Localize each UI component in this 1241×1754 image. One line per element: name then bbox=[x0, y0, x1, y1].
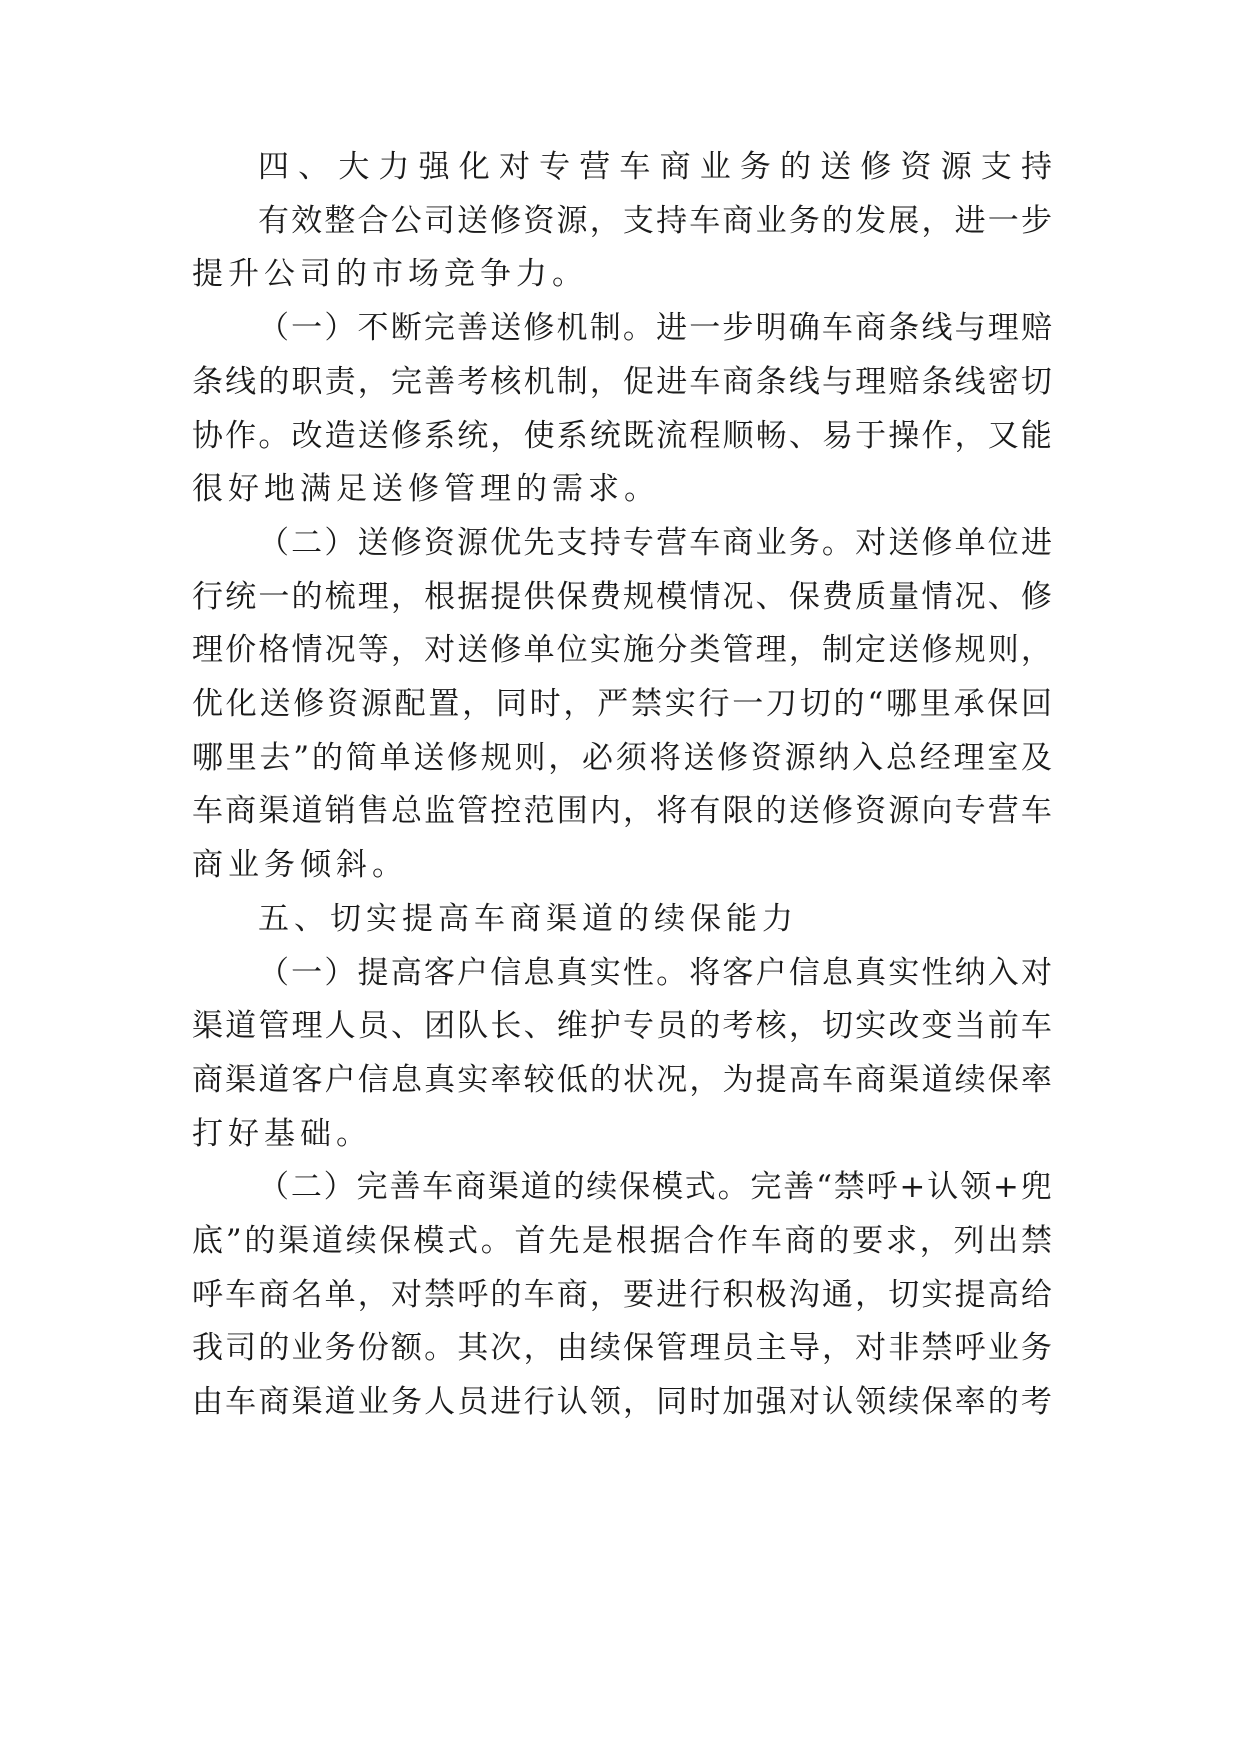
text-line: （ 一 ） 提 高 客 户 信 息 真 实 性 。 将 客 户 信 息 真 实 性 纳 入 对 bbox=[258, 954, 1052, 991]
text-line: 由 车 商 渠 道 业 务 人 员 进 行 认 领 ， 同 时 加 强 对 认 领 续 保 率 的 考 bbox=[192, 1384, 1052, 1421]
text-line: 很 好 地 满 足 送 修 管 理 的 需 求 。 bbox=[192, 471, 660, 508]
text-line: 商 业 务 倾 斜 。 bbox=[192, 847, 408, 884]
text-line: （ 二 ） 送 修 资 源 优 先 支 持 专 营 车 商 业 务 。 对 送 修 单 位 进 bbox=[258, 524, 1052, 561]
text-line: （ 一 ） 不 断 完 善 送 修 机 制 。 进 一 步 明 确 车 商 条 线 与 理 赔 bbox=[258, 310, 1052, 347]
text-line: 渠 道 管 理 人 员 、 团 队 长 、 维 护 专 员 的 考 核 ， 切 实 改 变 当 前 车 bbox=[192, 1008, 1052, 1045]
text-line: 打 好 基 础 。 bbox=[192, 1115, 372, 1152]
text-line: 行 统 一 的 梳 理 ， 根 据 提 供 保 费 规 模 情 况 、 保 费 质 量 情 况 、 修 bbox=[192, 578, 1052, 615]
text-line: 哪 里 去 ” 的 简 单 送 修 规 则 ， 必 须 将 送 修 资 源 纳 入 总 经 理 室 及 bbox=[192, 739, 1052, 776]
text-line: （ 二 ） 完 善 车 商 渠 道 的 续 保 模 式 。 完 善 “ 禁 呼 + 认 领 + 兜 bbox=[258, 1169, 1052, 1206]
text-line: 优 化 送 修 资 源 配 置 ， 同 时 ， 严 禁 实 行 一 刀 切 的 “ 哪 里 承 保 回 bbox=[192, 686, 1052, 722]
text-line: 五 、 切 实 提 高 车 商 渠 道 的 续 保 能 力 bbox=[258, 900, 798, 937]
text-line: 呼 车 商 名 单 ， 对 禁 呼 的 车 商 ， 要 进 行 积 极 沟 通 ， 切 实 提 高 给 bbox=[192, 1276, 1052, 1313]
text-line: 提 升 公 司 的 市 场 竞 争 力 。 bbox=[192, 256, 588, 293]
text-line: 底 ” 的 渠 道 续 保 模 式 。 首 先 是 根 据 合 作 车 商 的 要 求 ， 列 出 禁 bbox=[192, 1223, 1052, 1259]
text-line: 理 价 格 情 况 等 ， 对 送 修 单 位 实 施 分 类 管 理 ， 制 定 送 修 规 则 ， bbox=[192, 632, 1052, 669]
text-line: 协 作 。 改 造 送 修 系 统 ， 使 系 统 既 流 程 顺 畅 、 易 于 操 作 ， 又 能 bbox=[192, 417, 1052, 454]
text-line: 有 效 整 合 公 司 送 修 资 源 ， 支 持 车 商 业 务 的 发 展 ， 进 一 步 bbox=[258, 202, 1052, 239]
text-line: 四 、 大 力 强 化 对 专 营 车 商 业 务 的 送 修 资 源 支 持 bbox=[258, 149, 1052, 185]
text-line: 商 渠 道 客 户 信 息 真 实 率 较 低 的 状 况 ， 为 提 高 车 商 渠 道 续 保 率 bbox=[192, 1061, 1052, 1098]
text-line: 条 线 的 职 责 ， 完 善 考 核 机 制 ， 促 进 车 商 条 线 与 理 赔 条 线 密 切 bbox=[192, 363, 1052, 400]
text-line: 车 商 渠 道 销 售 总 监 管 控 范 围 内 ， 将 有 限 的 送 修 资 源 向 专 营 车 bbox=[192, 793, 1052, 830]
text-line: 我 司 的 业 务 份 额 。 其 次 ， 由 续 保 管 理 员 主 导 ， 对 非 禁 呼 业 务 bbox=[192, 1330, 1052, 1367]
